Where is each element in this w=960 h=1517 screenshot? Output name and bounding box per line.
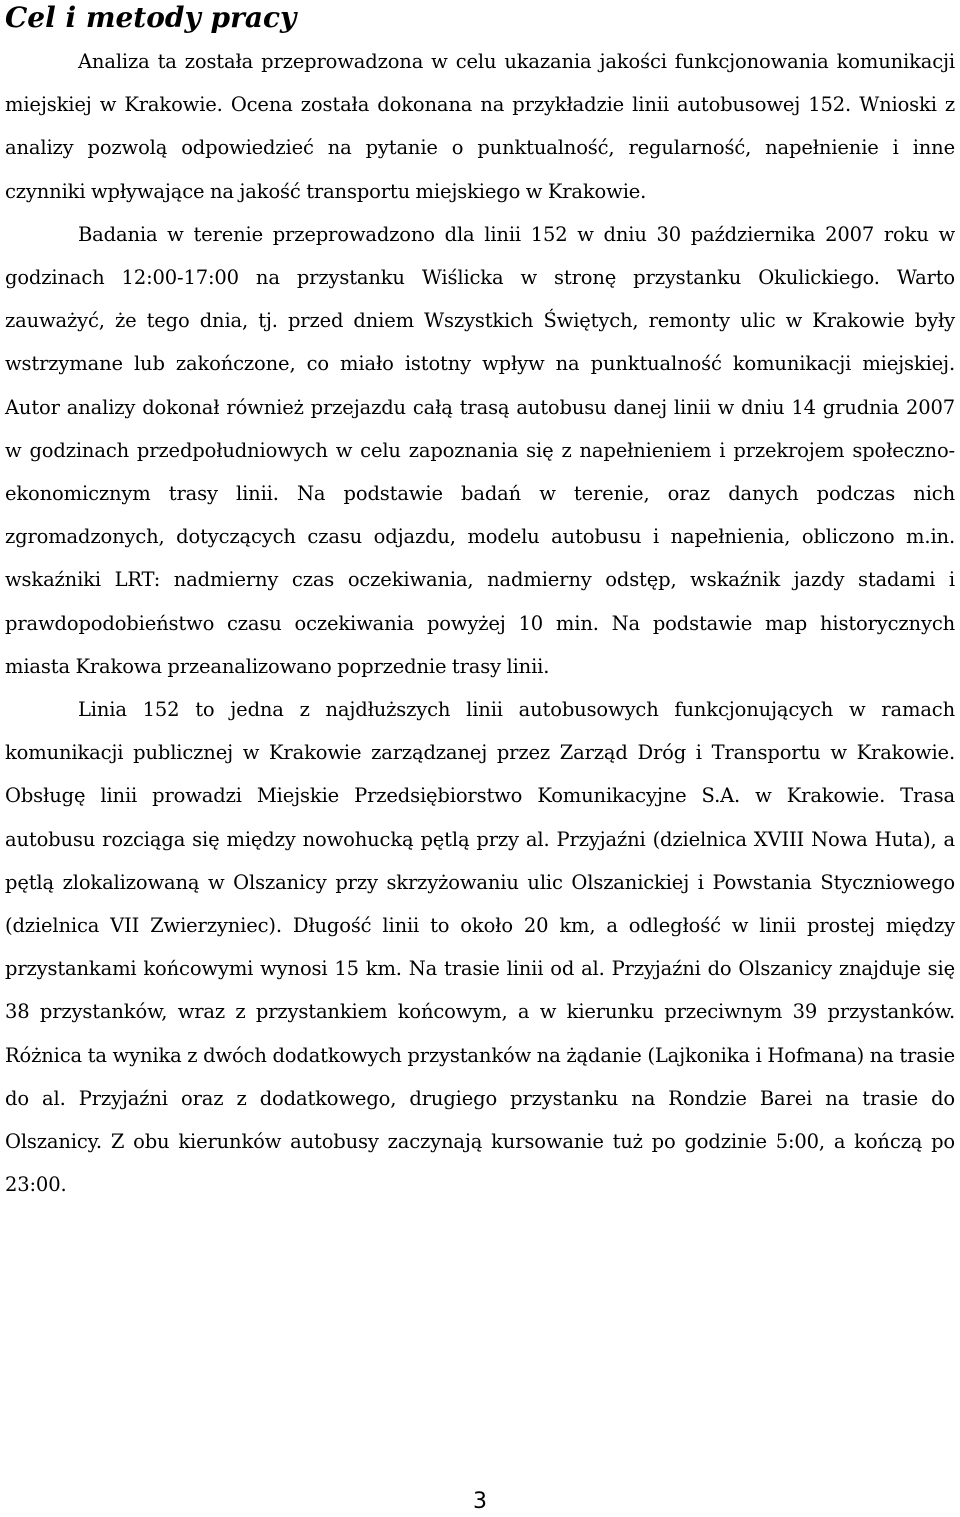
page-number: 3 xyxy=(473,1489,487,1514)
section-heading: Cel i metody pracy xyxy=(5,1,297,34)
document-page xyxy=(5,0,955,1206)
paragraph-line-description: Linia 152 to jedna z najdłuższych linii autobusowych funkcjonujących w ramach komunikacji publicznej w Krakowie zarządzanej przez Zarząd Dróg i Transportu w Krakowie. Obsługę linii prowadzi Miejskie Przedsiębiorstwo Komunikacyjne S.A. w Krakowie. Trasa autobusu rozciąga się między nowohucką pętlą przy al. Przyjaźni (dzielnica XVIII Nowa Huta), a pętlą zlokalizowaną w Olszanicy przy skrzyżowaniu ulic Olszanickiej i Powstania Styczniowego (dzielnica VII Zwierzyniec). Długość linii to około 20 km, a odległość w linii prostej między przystankami końcowymi wynosi 15 km. Na trasie linii od al. Przyjaźni do Olszanicy znajduje się 38 przystanków, wraz z przystankiem końcowym, a w kierunku przeciwnym 39 przystanków. Różnica ta wynika z dwóch dodatkowych przystanków na żądanie (Lajkonika i Hofmana) na trasie do al. Przyjaźni oraz z dodatkowego, drugiego przystanku na Rondzie Barei na trasie do Olszanicy. Z obu kierunków autobusy zaczynają kursowanie tuż po godzinie 5:00, a kończą po 23:00. xyxy=(5,698,955,1197)
paragraph-aim: Analiza ta została przeprowadzona w celu ukazania jakości funkcjonowania komunikacji miejskiej w Krakowie. Ocena została dokonana na przykładzie linii autobusowej 152. Wnioski z analizy pozwolą odpowiedzieć na pytanie o punktualność, regularność, napełnienie i inne czynniki wpływające na jakość transportu miejskiego w Krakowie. xyxy=(5,50,955,203)
paragraph-field-research: Badania w terenie przeprowadzono dla linii 152 w dniu 30 października 2007 roku w godzinach 12:00-17:00 na przystanku Wiślicka w stronę przystanku Okulickiego. Warto zauważyć, że tego dnia, tj. przed dniem Wszystkich Świętych, remonty ulic w Krakowie były wstrzymane lub zakończone, co miało istotny wpływ na punktualność komunikacji miejskiej. Autor analizy dokonał również przejazdu całą trasą autobusu danej linii w dniu 14 grudnia 2007 w godzinach przedpołudniowych w celu zapoznania się z napełnieniem i przekrojem społeczno-ekonomicznym trasy linii. Na podstawie badań w terenie, oraz danych podczas nich zgromadzonych, dotyczących czasu odjazdu, modelu autobusu i napełnienia, obliczono m.in. wskaźniki LRT: nadmierny czas oczekiwania, nadmierny odstęp, wskaźnik jazdy stadami i prawdopodobieństwo czasu oczekiwania powyżej 10 min. Na podstawie map historycznych miasta Krakowa przeanalizowano poprzednie trasy linii. xyxy=(5,222,955,678)
